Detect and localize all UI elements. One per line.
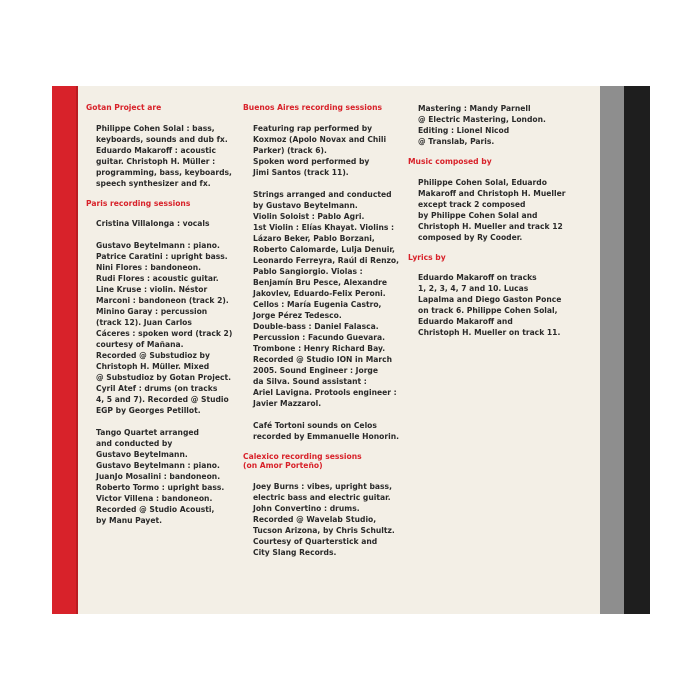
credit-line: Recorded @ Studio ION in March [253, 354, 393, 364]
credit-line: Cristina Villalonga : vocals [96, 219, 210, 229]
heading-gap [408, 167, 558, 177]
credit-line: Cáceres : spoken word (track 2) [96, 329, 233, 339]
credit-line: guitar. Christoph H. Müller : [96, 156, 216, 166]
section-gap [408, 147, 558, 157]
heading-gap [86, 208, 238, 218]
credits-column-1 [86, 103, 238, 526]
credit-line: keyboards, sounds and dub fx. [96, 134, 228, 144]
credit-line: Leonardo Ferreyra, Raúl di Renzo, [253, 255, 400, 265]
credit-line: programming, bass, keyboards, [96, 167, 232, 177]
heading-gap [86, 113, 238, 123]
heading-gap [408, 262, 558, 272]
credit-line: Jorge Pérez Tedesco. [253, 310, 342, 320]
credit-line: Courtesy of Quarterstick and [253, 536, 378, 546]
credit-line: Christoph H. Mueller on track 11. [418, 328, 561, 338]
credit-paragraph [408, 177, 566, 243]
credit-line: recorded by Emmanuelle Honorin. [253, 431, 399, 441]
credit-line: Spoken word performed by [253, 156, 370, 166]
credit-line: Roberto Tormo : upright bass. [96, 483, 225, 493]
credit-line: Victor Villena : bandoneon. [96, 494, 213, 504]
credit-paragraph [408, 103, 558, 147]
section-heading [243, 452, 401, 471]
credit-line: JuanJo Mosalini : bandoneon. [96, 472, 221, 482]
credit-line: Patrice Caratini : upright bass. [96, 252, 228, 262]
credit-paragraph [86, 218, 238, 229]
credit-line: 4, 5 and 7). Recorded @ Studio [96, 395, 229, 405]
black-edge-strip [624, 86, 650, 614]
credit-line: John Convertino : drums. [253, 503, 360, 513]
credit-line: Eduardo Makaroff on tracks [418, 273, 537, 283]
paragraph-gap [86, 229, 238, 240]
credit-line: Philippe Cohen Solal, Eduardo [418, 177, 547, 187]
credits-column-2 [243, 103, 401, 558]
credits-column-3 [408, 103, 566, 338]
credit-line: by Manu Payet. [96, 516, 163, 526]
credit-paragraph [86, 123, 238, 189]
credit-paragraph [86, 427, 238, 526]
credit-line: Mastering : Mandy Parnell [418, 104, 531, 113]
credit-line: Koxmoz (Apolo Novax and Chili [253, 134, 387, 144]
section-heading: Music composed by [408, 157, 492, 166]
section-gap [243, 442, 401, 452]
credit-line: and conducted by [96, 439, 173, 449]
credit-line: Recorded @ Substudioz by [96, 351, 210, 361]
credit-line: Café Tortoni sounds on Celos [253, 420, 377, 430]
credit-line: Editing : Lionel Nicod [418, 126, 510, 135]
credit-line: @ Substudioz by Gotan Project. [96, 373, 232, 383]
credit-line: Featuring rap performed by [253, 123, 373, 133]
credit-line: 1st Violin : Elías Khayat. Violins : [253, 222, 395, 232]
credit-line: by Philippe Cohen Solal and [418, 210, 538, 220]
credit-line: Minino Garay : percussion [96, 307, 208, 317]
credit-line: Lapalma and Diego Gaston Ponce [418, 295, 562, 305]
credit-line: Cyril Atef : drums (on tracks [96, 384, 218, 394]
credit-line: Jakovlev, Eduardo-Felix Peroni. [253, 288, 386, 298]
credit-line: Tucson Arizona, by Chris Schultz. [253, 525, 395, 535]
credit-line: Double-bass : Daniel Falasca. [253, 321, 379, 331]
credit-line: on track 6. Philippe Cohen Solal, [418, 306, 558, 316]
credit-line: Roberto Calomarde, Lulja Denuir, [253, 244, 395, 254]
credit-line: da Silva. Sound assistant : [253, 376, 367, 386]
credit-line: Jimi Santos (track 11). [253, 167, 349, 177]
credit-line: @ Translab, Paris. [418, 137, 495, 146]
credit-line: Pablo Sangiorgio. Violas : [253, 266, 363, 276]
credit-line: Joey Burns : vibes, upright bass, [253, 481, 392, 491]
credit-line: Strings arranged and conducted [253, 189, 392, 199]
section-gap [86, 189, 238, 199]
heading-gap [243, 113, 401, 123]
section-heading: Lyrics by [408, 252, 446, 262]
credit-line: Percussion : Facundo Guevara. [253, 332, 386, 342]
credit-paragraph [243, 420, 401, 442]
credit-line: Christoph H. Mueller and track 12 [418, 221, 563, 231]
credit-line: Violin Soloist : Pablo Agri. [253, 211, 365, 221]
credit-line: @ Electric Mastering, London. [418, 115, 546, 124]
section-heading: Paris recording sessions [86, 198, 191, 208]
section-gap [408, 243, 558, 253]
credit-line: by Gustavo Beytelmann. [253, 200, 358, 210]
credit-line: except track 2 composed [418, 199, 526, 209]
section-heading-line: Calexico recording sessions [243, 451, 362, 461]
credit-line: Ariel Lavigna. Protools engineer : [253, 387, 397, 397]
credit-line: City Slang Records. [253, 547, 337, 557]
credit-line: Cellos : María Eugenia Castro, [253, 299, 382, 309]
credit-line: 2005. Sound Engineer : Jorge [253, 365, 379, 375]
credit-line: Makaroff and Christoph H. Mueller [418, 188, 566, 198]
credit-line: Eduardo Makaroff and [418, 317, 513, 327]
credit-line: Trombone : Henry Richard Bay. [253, 343, 386, 353]
credit-line: Benjamín Bru Pesce, Alexandre [253, 277, 388, 287]
credit-line: 1, 2, 3, 4, 7 and 10. Lucas [418, 284, 529, 294]
red-spine-strip [52, 86, 76, 614]
credit-line: Gustavo Beytelmann : piano. [96, 241, 220, 251]
credit-line: Recorded @ Studio Acousti, [96, 505, 215, 515]
paragraph-gap [243, 178, 401, 189]
credit-paragraph [243, 189, 401, 409]
credit-line: Christoph H. Müller. Mixed [96, 362, 210, 372]
credit-line: Parker) (track 6). [253, 145, 327, 155]
red-spine-edge [76, 86, 78, 614]
credit-paragraph [86, 240, 238, 416]
credit-line: Marconi : bandoneon (track 2). [96, 296, 229, 306]
credit-line: Nini Flores : bandoneon. [96, 263, 202, 273]
credit-line: Gustavo Beytelmann. [96, 450, 188, 460]
credit-line: Rudi Flores : acoustic guitar. [96, 274, 219, 284]
heading-gap [243, 471, 401, 481]
credit-line: Tango Quartet arranged [96, 428, 199, 438]
credit-line: Gustavo Beytelmann : piano. [96, 461, 220, 471]
credit-paragraph [408, 272, 562, 338]
credit-line: Philippe Cohen Solal : bass, [96, 123, 215, 133]
section-heading: Gotan Project are [86, 103, 162, 112]
credit-line: electric bass and electric guitar. [253, 492, 391, 502]
credit-line: Recorded @ Wavelab Studio, [253, 514, 377, 524]
grey-edge-strip [600, 86, 624, 614]
credit-line: (track 12). Juan Carlos [96, 318, 192, 328]
section-heading: Buenos Aires recording sessions [243, 103, 383, 112]
credit-line: Eduardo Makaroff : acoustic [96, 145, 216, 155]
credit-paragraph [243, 123, 401, 178]
section-heading-line: (on Amor Porteño) [243, 461, 323, 471]
credit-line: Line Kruse : violin. Néstor [96, 285, 208, 295]
credit-line: EGP by Georges Petillot. [96, 406, 201, 416]
credit-line: speech synthesizer and fx. [96, 178, 211, 188]
credit-line: Lázaro Beker, Pablo Borzani, [253, 233, 375, 243]
credit-line: courtesy of Mañana. [96, 340, 184, 350]
paragraph-gap [243, 409, 401, 420]
credit-line: composed by Ry Cooder. [418, 232, 523, 242]
credit-paragraph [243, 481, 401, 558]
paragraph-gap [86, 416, 238, 427]
credit-line: Javier Mazzarol. [253, 398, 322, 408]
